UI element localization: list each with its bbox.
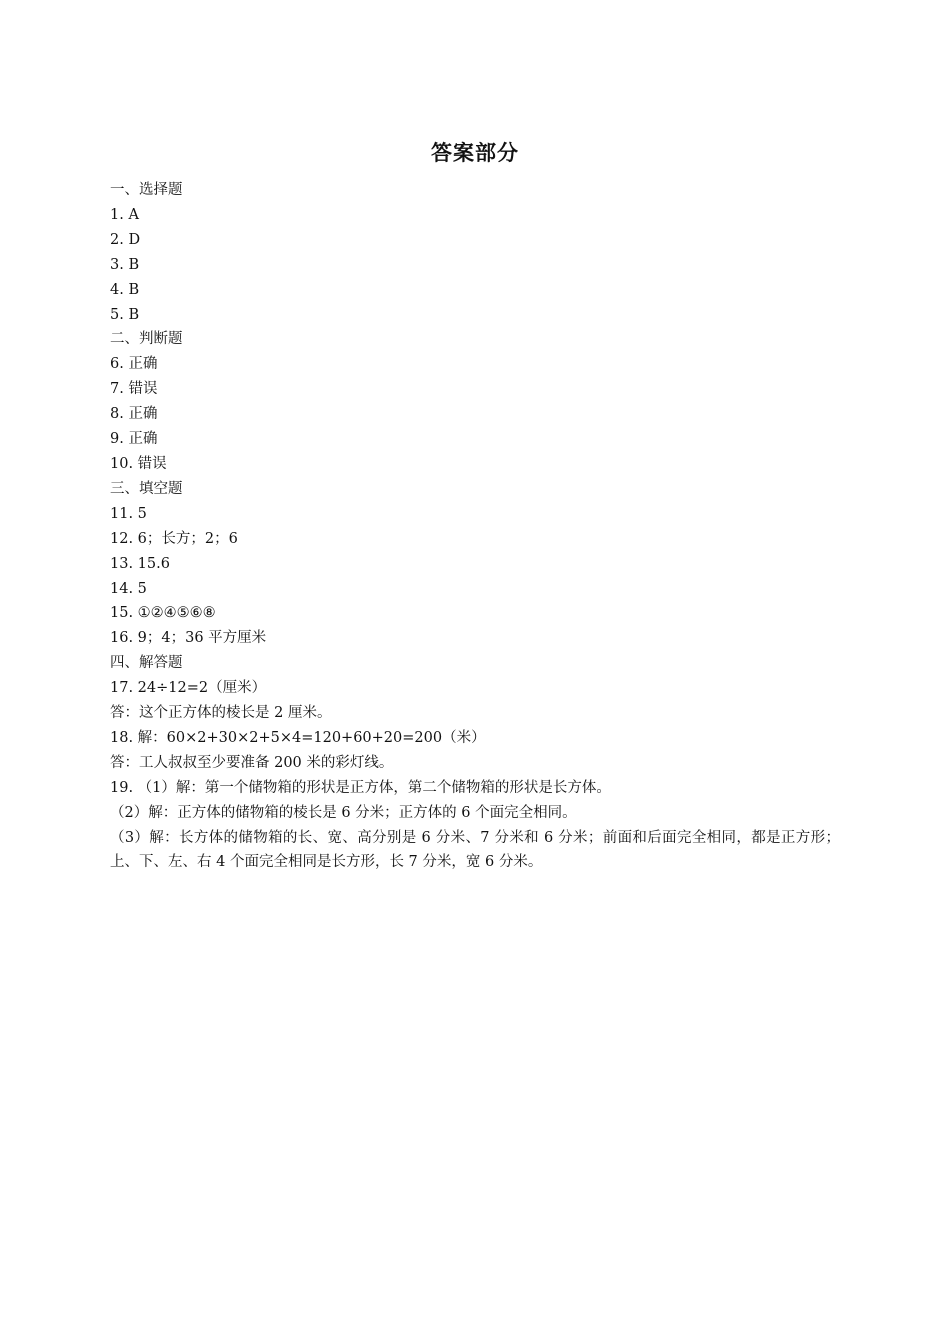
answer-line-9: 9. 正确	[110, 431, 158, 448]
answer-line-3: 3. B	[110, 256, 140, 273]
section-heading-fill: 三、填空题	[110, 480, 183, 497]
section-heading-solve: 四、解答题	[110, 655, 183, 672]
answer-line-7: 7. 错误	[110, 381, 158, 398]
answer-line-2: 2. D	[110, 231, 141, 248]
answer-line-19-part1: 19. （1）解：第一个储物箱的形状是正方体，第二个储物箱的形状是长方体。	[110, 779, 611, 796]
section-heading-choice: 一、选择题	[110, 182, 183, 198]
answer-line-6: 6. 正确	[110, 356, 158, 373]
answer-line-11: 11. 5	[110, 505, 147, 522]
answer-line-8: 8. 正确	[110, 406, 158, 423]
answer-line-17: 17. 24÷12=2（厘米）	[110, 680, 267, 697]
page-title: 答案部分	[431, 141, 519, 165]
answer-line-15: 15. ①②④⑤⑥⑧	[110, 605, 216, 622]
answer-line-19-part3: （3）解：长方体的储物箱的长、宽、高分别是 6 分米、7 分米和 6 分米；前面和后面完全相同，都是正方形；上、下、左、右 4 个面完全相同是长方形，长 7 分米，宽 6 分米。	[110, 829, 840, 871]
answer-line-18: 18. 解：60×2+30×2+5×4=120+60+20=200（米）	[110, 729, 486, 746]
answer-content	[110, 178, 840, 875]
answer-line-1: 1. A	[110, 206, 139, 223]
section-heading-judgement: 二、判断题	[110, 331, 183, 348]
answer-line-5: 5. B	[110, 306, 140, 323]
answer-line-17-reply: 答：这个正方体的棱长是 2 厘米。	[110, 705, 332, 722]
answer-line-10: 10. 错误	[110, 455, 167, 472]
answer-line-16: 16. 9；4；36 平方厘米	[110, 630, 267, 647]
answer-line-19-part2: （2）解：正方体的储物箱的棱长是 6 分米；正方体的 6 个面完全相同。	[110, 804, 577, 821]
answer-line-4: 4. B	[110, 281, 140, 298]
answer-line-12: 12. 6；长方；2；6	[110, 530, 238, 547]
answer-line-18-reply: 答：工人叔叔至少要准备 200 米的彩灯线。	[110, 754, 394, 771]
answer-line-14: 14. 5	[110, 580, 147, 597]
answer-line-13: 13. 15.6	[110, 555, 170, 572]
